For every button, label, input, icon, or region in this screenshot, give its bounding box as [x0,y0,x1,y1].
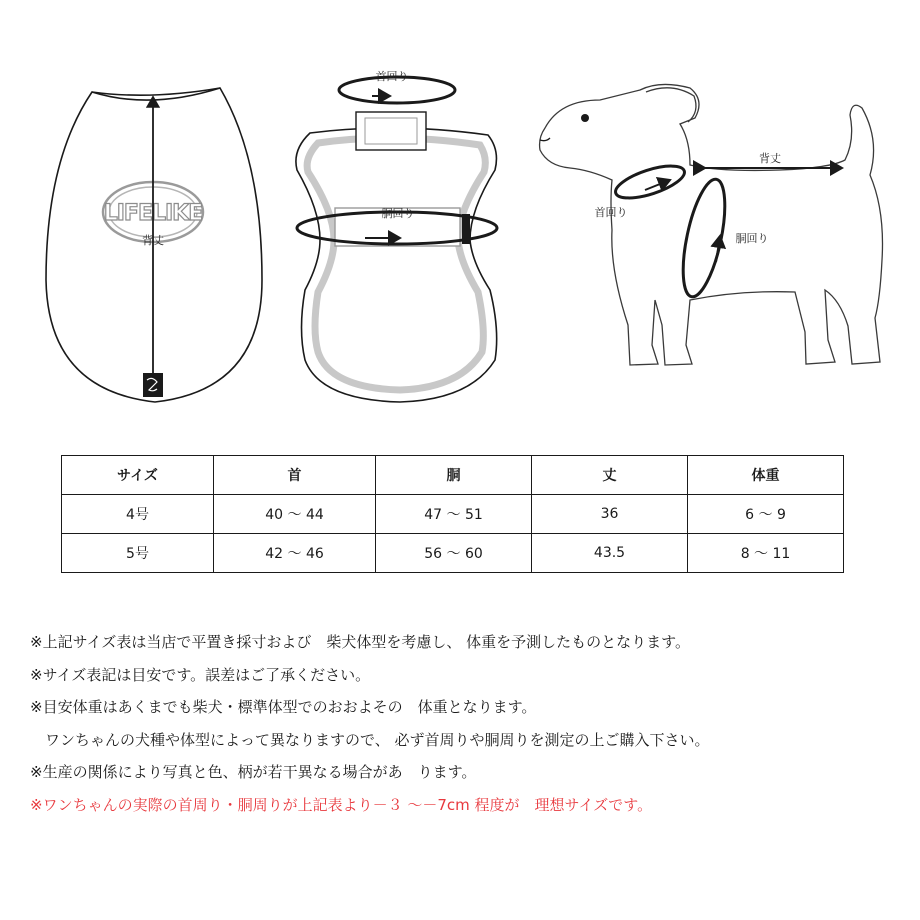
shirt-inner-view [296,69,497,402]
table-row [62,495,844,534]
cell-chest: 47 ～ 51 [376,495,532,534]
note-line: ※サイズ表記は目安です。誤差はご了承ください。 [30,665,371,684]
note-line: ※生産の関係により写真と色、柄が若干異なる場合があ ります。 [30,763,477,781]
note-line: ※目安体重はあくまでも柴犬・標準体型でのおおよその 体重となります。 [30,698,537,716]
header-size: サイズ [62,456,214,495]
dog-chest-label: 胴回り [735,232,769,245]
note-line-highlight: ※ワンちゃんの実際の首周り・胴周りが上記表より－３ ～－7cm 程度が 理想サイズです。 [30,795,653,814]
cell-chest: 56 ～ 60 [376,534,532,573]
brand-tag [143,373,163,397]
cell-neck: 42 ～ 46 [214,534,376,573]
header-length: 丈 [532,456,688,495]
cell-length: 36 [532,495,688,534]
cell-size: 4号 [62,495,214,534]
header-chest: 胴 [376,456,532,495]
cell-weight: 8 ～ 11 [688,534,844,573]
size-table [61,455,844,573]
table-row [62,534,844,573]
note-line: ワンちゃんの犬種や体型によって異なりますので、 必ず首周りや胴周りを測定の上ご購入下さい。 [30,730,710,749]
length-label: 背丈 [142,234,164,247]
logo-text: LIFELIKE [103,201,203,226]
dog-neck-label: 首回り [594,206,628,219]
inner-neck-label: 首回り [375,70,409,83]
cell-weight: 6 ～ 9 [688,495,844,534]
table-header-row [62,456,844,495]
header-weight: 体重 [688,456,844,495]
illustrations [0,0,920,440]
dog-back-label: 背丈 [759,152,781,165]
dog-illustration [540,84,883,365]
shirt-back-view [46,88,262,402]
cell-size: 5号 [62,534,214,573]
cell-length: 43.5 [532,534,688,573]
notes-section [30,626,900,821]
cell-neck: 40 ～ 44 [214,495,376,534]
inner-chest-label: 胴回り [381,207,415,220]
header-neck: 首 [214,456,376,495]
note-line: ※上記サイズ表は当店で平置き採寸および 柴犬体型を考慮し、 体重を予測したものとなります。 [30,633,690,651]
